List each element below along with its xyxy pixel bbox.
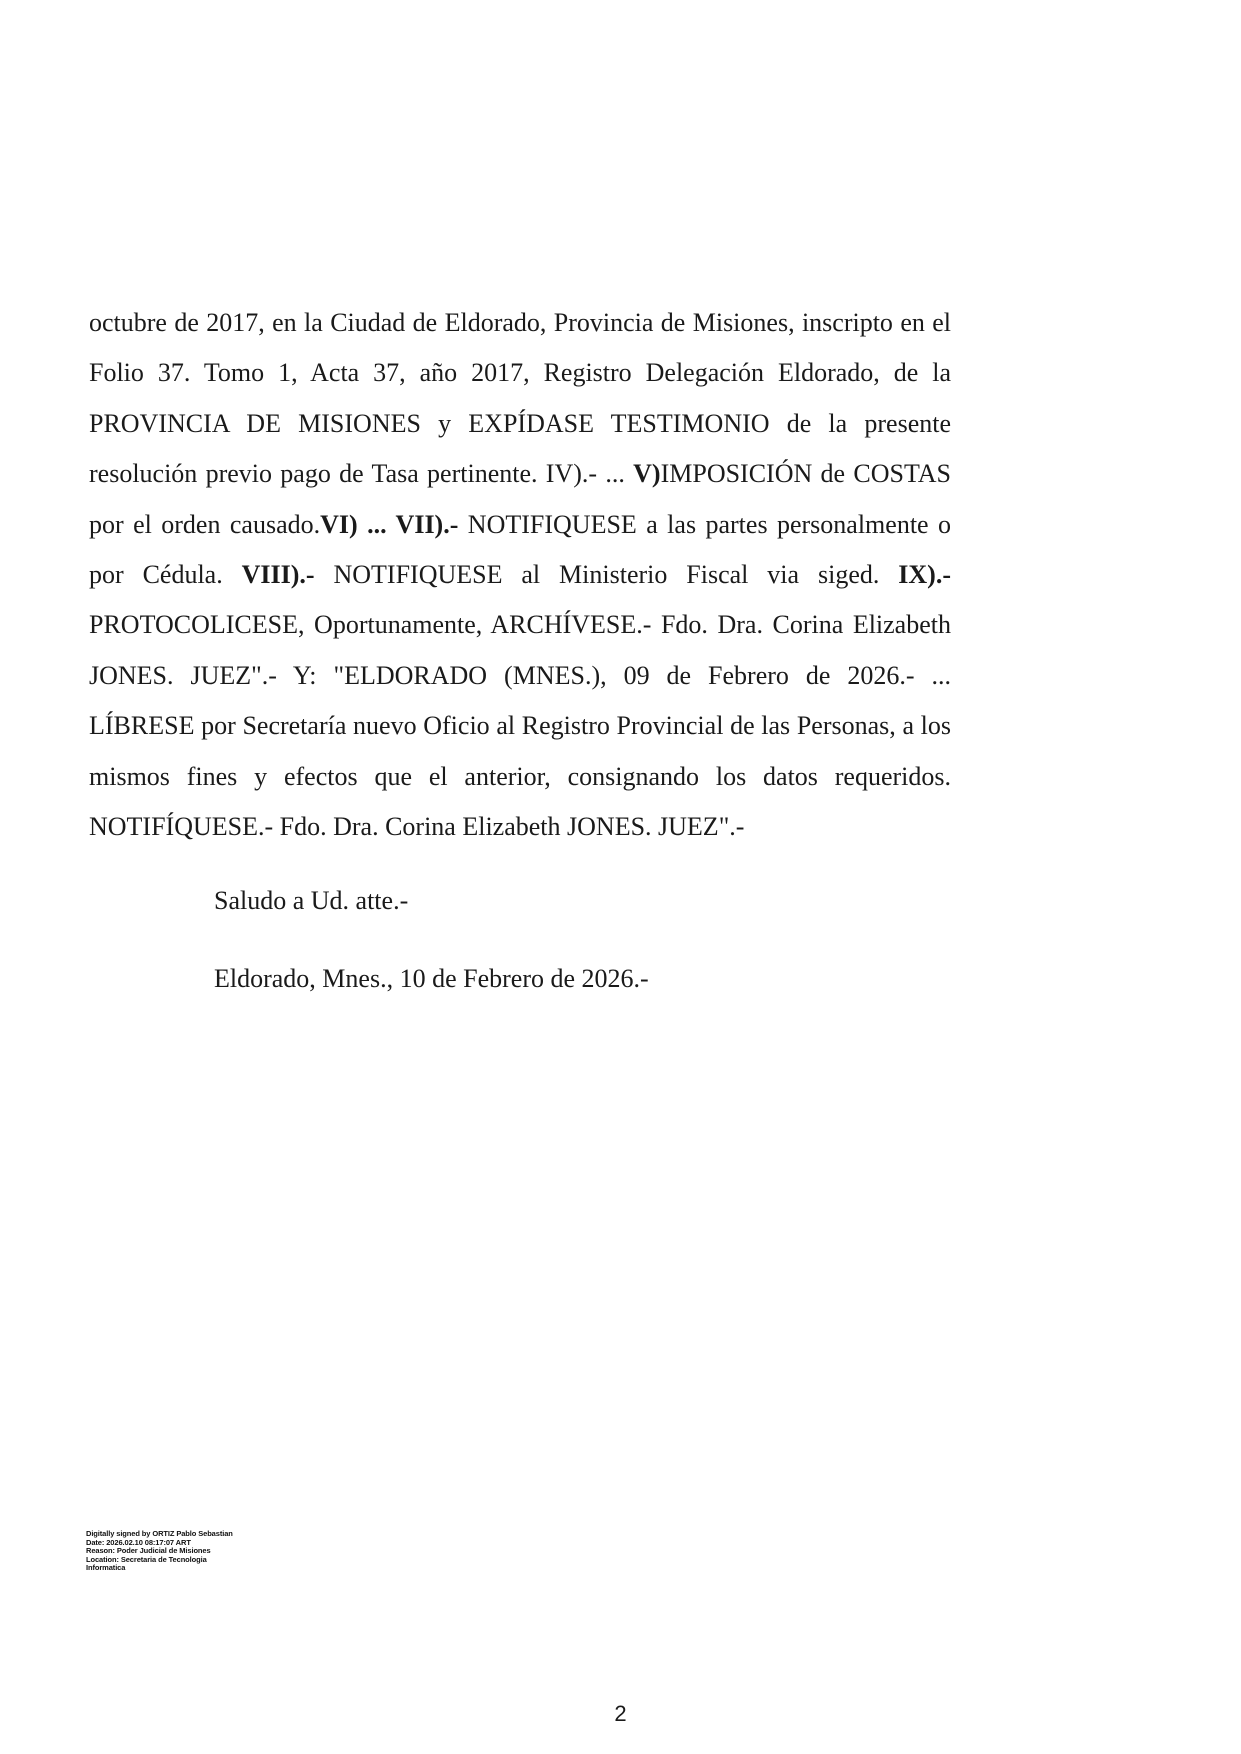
page-number: 2 bbox=[614, 1701, 627, 1726]
greeting-line: Saludo a Ud. atte.- bbox=[214, 886, 409, 915]
bold-numeral: VI) ... VII).- bbox=[320, 509, 459, 539]
digital-signature-block bbox=[86, 1530, 233, 1573]
paragraph-segment: NOTIFIQUESE a las partes personalmente o por Cédula. bbox=[89, 509, 952, 590]
paragraph-segment: PROTOCOLICESE, Oportunamente, ARCHÍVESE.- Fdo. Dra. Corina Elizabeth JONES. JUEZ".- Y: "ELDORADO (MNES.), 09 de Febrero de 2026.- ... LÍBRESE por Secretaría nuevo Oficio al Registro Provincial de las Personas, a los mismos fines y efectos que el anterior, consignando los datos requeridos. NOTIFÍQUESE.- Fdo. Dra. Corina Elizabeth JONES. JUEZ".- bbox=[89, 610, 951, 842]
paragraph-segment: octubre de 2017, en la Ciudad de Eldorado, Provincia de Misiones, inscripto en el Folio 37. Tomo 1, Acta 37, año 2017, Registro Delegación Eldorado, de la PROVINCIA DE MISIONES y EXPÍDASE TESTIMONIO de la presente resolución previo pago de Tasa pertinente. IV).- ... bbox=[89, 308, 951, 489]
bold-numeral: V) bbox=[633, 459, 661, 489]
signature-date: Date: 2026.02.10 08:17:07 ART bbox=[86, 1537, 191, 1547]
paragraph-text bbox=[89, 298, 951, 852]
signature-signer: Digitally signed by ORTIZ Pablo Sebastian bbox=[86, 1529, 233, 1538]
signature-reason: Reason: Poder Judicial de Misiones bbox=[86, 1546, 211, 1556]
resolution-paragraph bbox=[89, 298, 951, 852]
paragraph-segment: IMPOSICIÓN de COSTAS por el orden causado. bbox=[89, 459, 951, 539]
bold-numeral: IX).- bbox=[898, 560, 951, 590]
bold-numeral: VIII).- bbox=[241, 560, 315, 590]
signature-location-cont: Informatica bbox=[86, 1563, 126, 1573]
place-date-line: Eldorado, Mnes., 10 de Febrero de 2026.- bbox=[214, 964, 649, 993]
paragraph-segment: NOTIFIQUESE al Ministerio Fiscal via siged. bbox=[314, 560, 899, 590]
signature-location: Location: Secretaria de Tecnologia bbox=[86, 1554, 207, 1564]
